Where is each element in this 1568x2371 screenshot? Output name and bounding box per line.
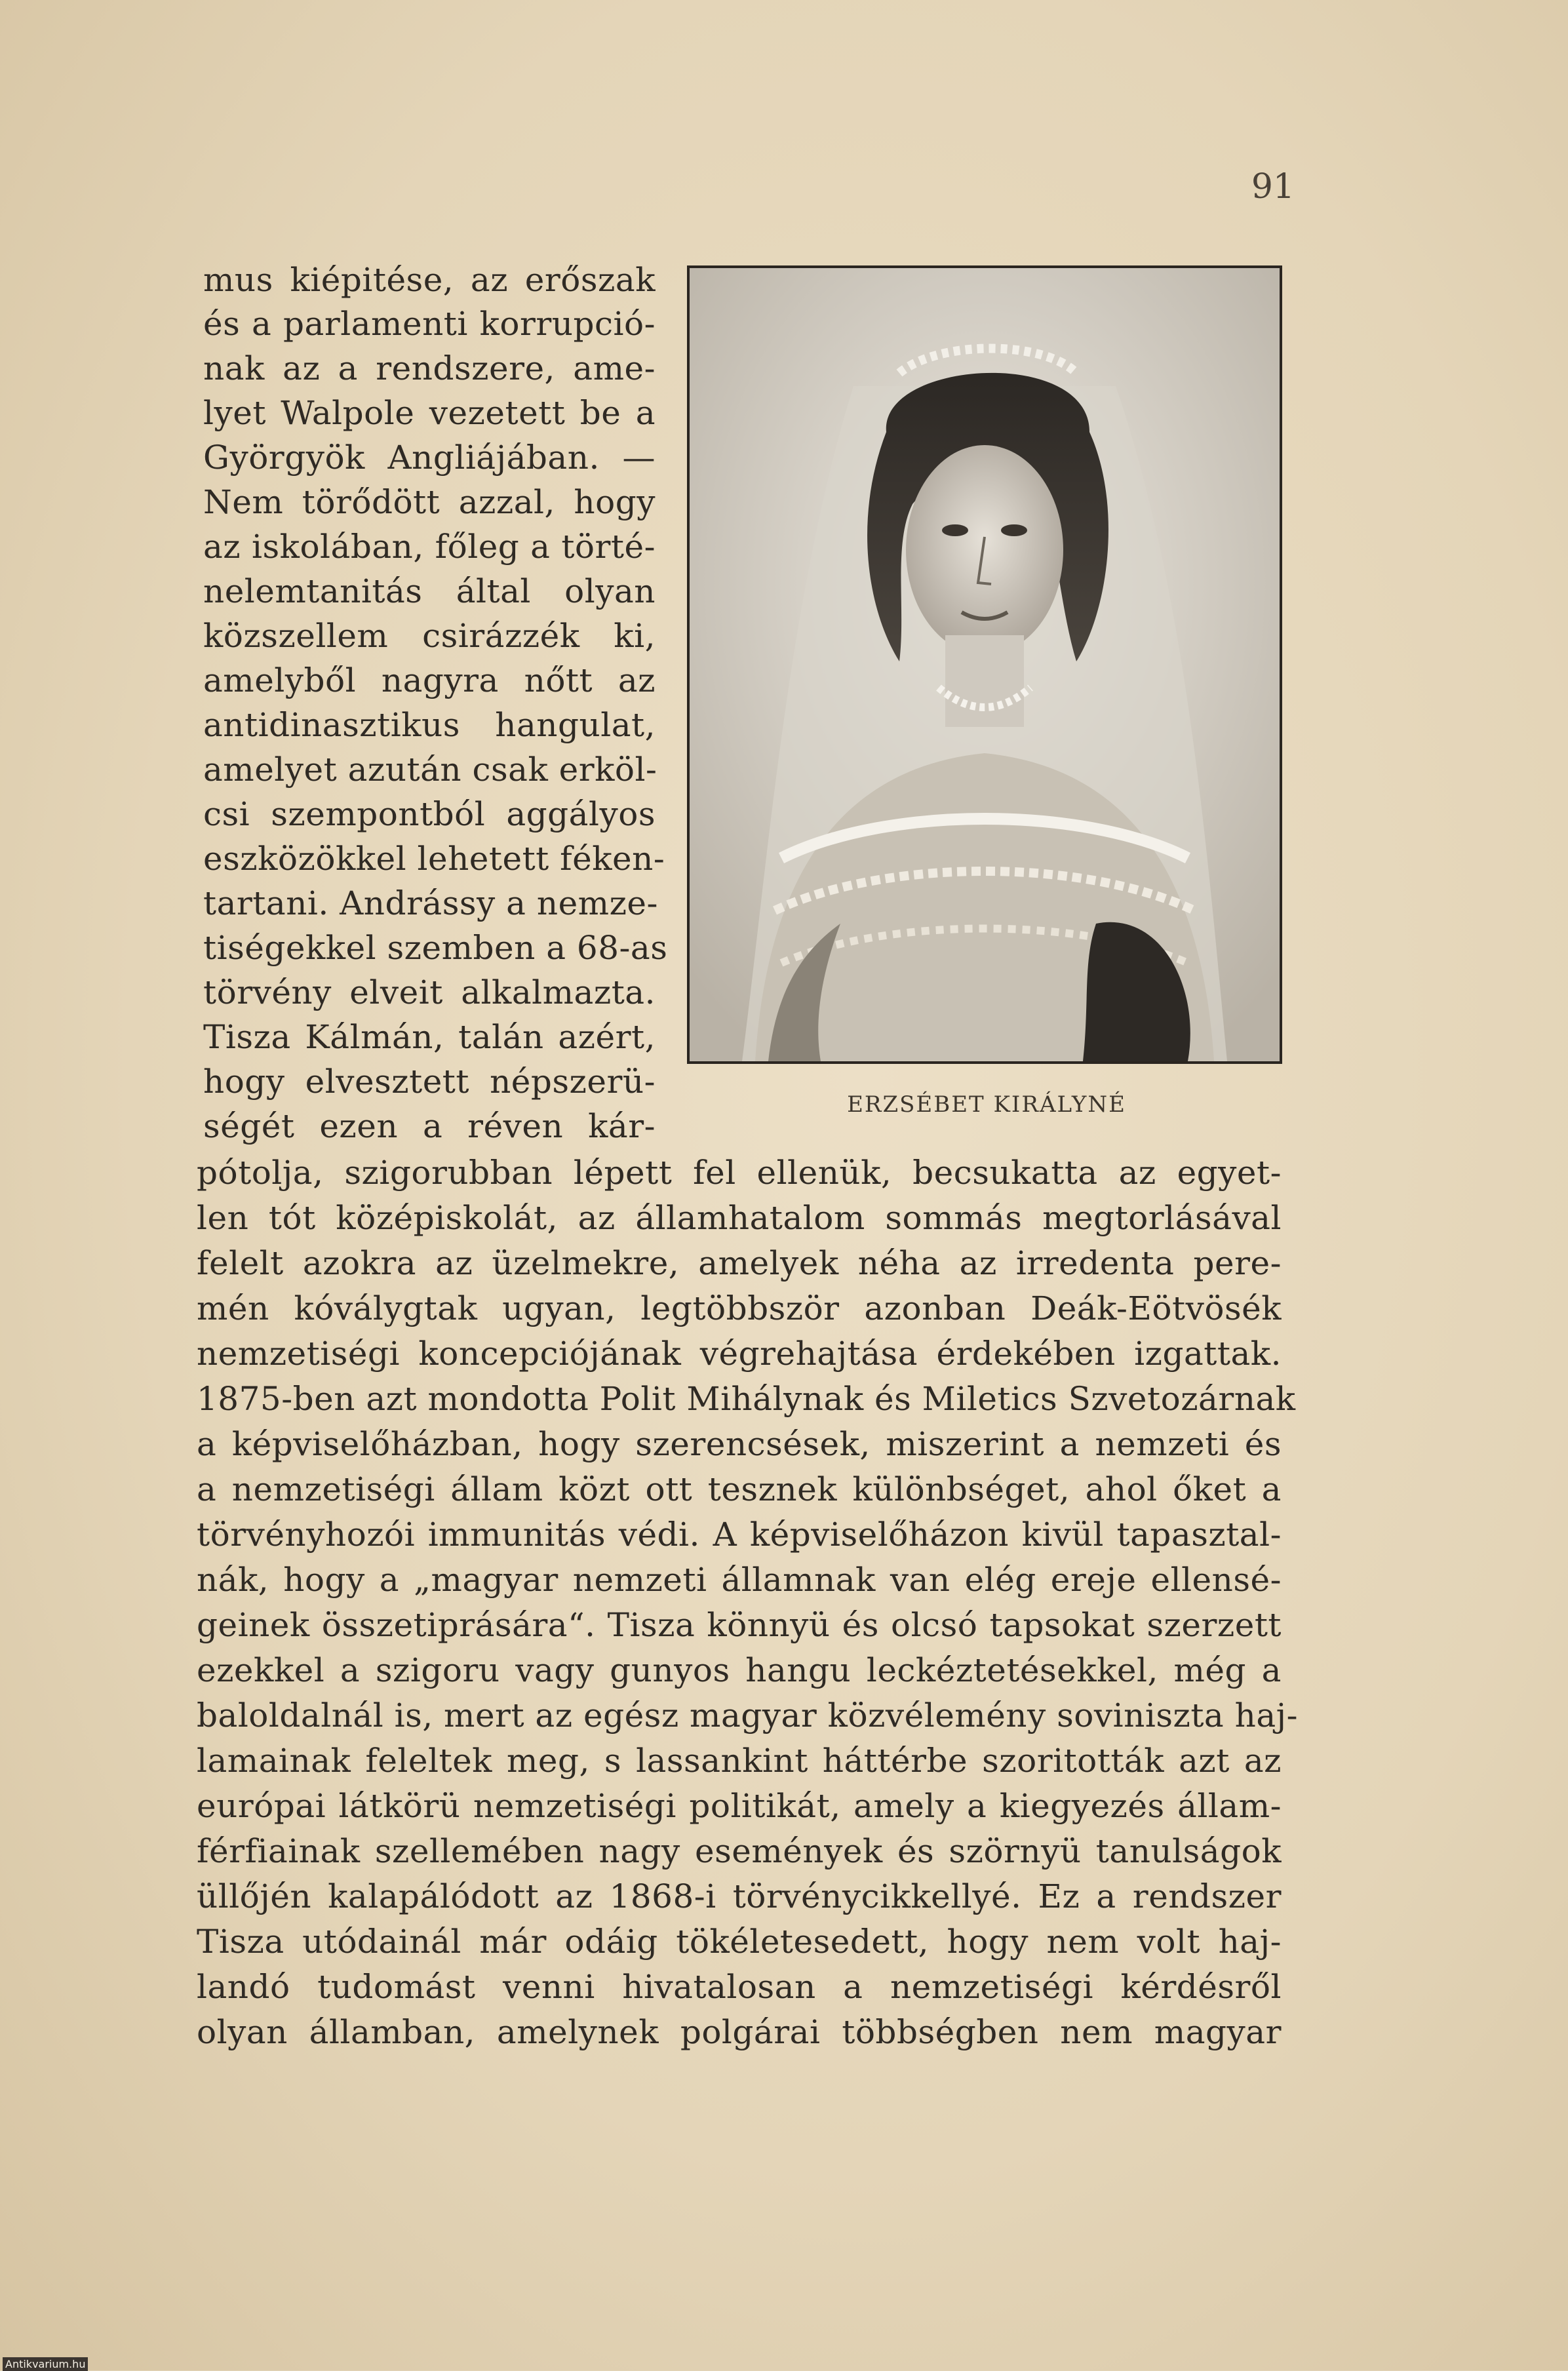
figure-caption: ERZSÉBET KIRÁLYNÉ bbox=[847, 1091, 1126, 1118]
text-line: törvényhozói immunitás védi. A képviselőházon kivül tapasztal- bbox=[197, 1516, 1282, 1554]
text-line: a nemzetiségi állam közt ott tesznek különbséget, ahol őket a bbox=[197, 1470, 1282, 1508]
text-line: hogy elvesztett népszerü- bbox=[203, 1063, 656, 1101]
text-line: tartani. Andrássy a nemze- bbox=[203, 884, 658, 922]
text-line: felelt azokra az üzelmekre, amelyek néha az irredenta pere- bbox=[197, 1244, 1282, 1282]
text-line: ségét ezen a réven kár- bbox=[203, 1107, 656, 1145]
text-line: amelyből nagyra nőtt az bbox=[203, 661, 656, 699]
text-line: és a parlamenti korrupció- bbox=[203, 305, 656, 343]
text-line: len tót középiskolát, az államhatalom sommás megtorlásával bbox=[197, 1199, 1282, 1237]
text-line: ezekkel a szigoru vagy gunyos hangu leckéztetésekkel, még a bbox=[197, 1651, 1282, 1689]
text-line: nemzetiségi koncepciójának végrehajtása érdekében izgattak. bbox=[197, 1335, 1282, 1373]
text-line: férfiainak szellemében nagy események és szörnyü tanulságok bbox=[197, 1832, 1282, 1870]
text-line: 1875-ben azt mondotta Polit Mihálynak és Miletics Szvetozárnak bbox=[197, 1380, 1296, 1418]
text-line: a képviselőházban, hogy szerencsések, miszerint a nemzeti és bbox=[197, 1425, 1282, 1463]
text-line: mén kóválygtak ugyan, legtöbbször azonban Deák-Eötvösék bbox=[197, 1289, 1282, 1327]
text-line: nak az a rendszere, ame- bbox=[203, 349, 656, 387]
text-line: eszközökkel lehetett féken- bbox=[203, 840, 665, 878]
watermark: Antikvarium.hu bbox=[3, 2357, 88, 2371]
page-number: 91 bbox=[1251, 167, 1295, 206]
text-line: európai látkörü nemzetiségi politikát, amely a kiegyezés állam- bbox=[197, 1787, 1282, 1825]
text-line: olyan államban, amelynek polgárai többségben nem magyar bbox=[197, 2013, 1282, 2051]
text-line: Nem törődött azzal, hogy bbox=[203, 483, 656, 521]
text-line: az iskolában, főleg a törté- bbox=[203, 528, 656, 566]
text-line: Györgyök Angliájában. — bbox=[203, 439, 656, 477]
text-line: Tisza Kálmán, talán azért, bbox=[203, 1018, 656, 1056]
text-line: geinek összetiprására“. Tisza könnyü és olcsó tapsokat szerzett bbox=[197, 1606, 1282, 1644]
text-line: lyet Walpole vezetett be a bbox=[203, 394, 656, 432]
text-line: tiségekkel szemben a 68-as bbox=[203, 929, 668, 967]
text-line: mus kiépitése, az erőszak bbox=[203, 261, 656, 299]
portrait-illustration bbox=[690, 268, 1280, 1061]
text-line: baloldalnál is, mert az egész magyar közvélemény soviniszta haj- bbox=[197, 1696, 1299, 1734]
text-line: közszellem csirázzék ki, bbox=[203, 617, 656, 655]
text-line: lamainak feleltek meg, s lassankint háttérbe szoritották azt az bbox=[197, 1742, 1282, 1780]
text-line: pótolja, szigorubban lépett fel ellenük, becsukatta az egyet- bbox=[197, 1154, 1282, 1192]
portrait-photo bbox=[687, 265, 1282, 1064]
text-line: csi szempontból aggályos bbox=[203, 795, 656, 833]
text-line: amelyet azután csak erköl- bbox=[203, 751, 657, 789]
text-line: nák, hogy a „magyar nemzeti államnak van elég ereje ellensé- bbox=[197, 1561, 1282, 1599]
text-line: Tisza utódainál már odáig tökéletesedett, hogy nem volt haj- bbox=[197, 1923, 1282, 1961]
text-line: antidinasztikus hangulat, bbox=[203, 706, 656, 744]
text-line: landó tudomást venni hivatalosan a nemzetiségi kérdésről bbox=[197, 1968, 1282, 2006]
text-line: törvény elveit alkalmazta. bbox=[203, 973, 656, 1011]
text-line: üllőjén kalapálódott az 1868-i törvénycikkellyé. Ez a rendszer bbox=[197, 1877, 1282, 1915]
text-line: nelemtanitás által olyan bbox=[203, 572, 656, 610]
